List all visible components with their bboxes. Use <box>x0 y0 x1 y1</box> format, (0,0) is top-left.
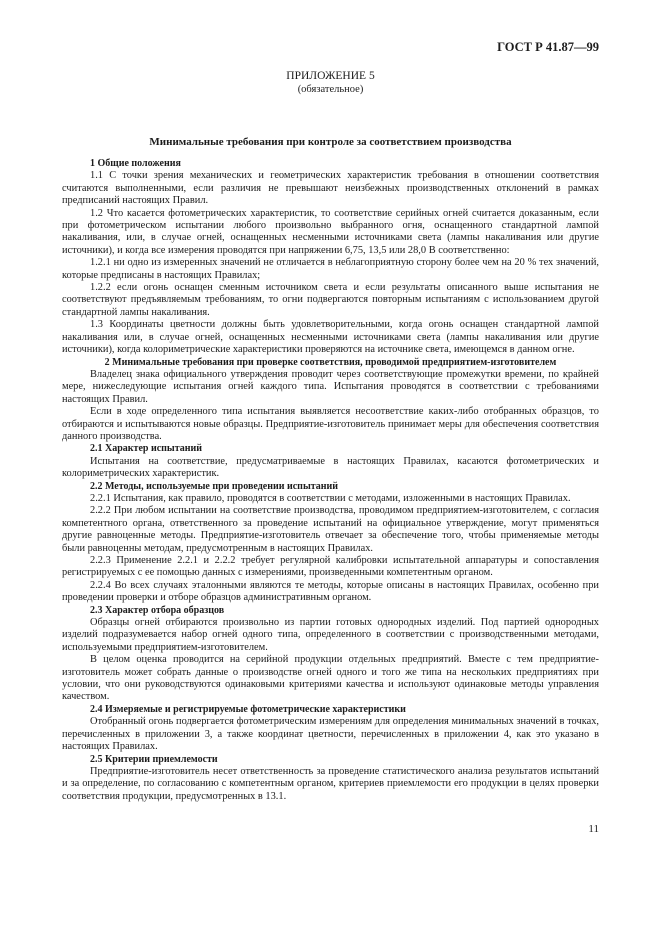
section-heading: 2.3 Характер отбора образцов <box>90 604 225 616</box>
paragraph: Отобранный огонь подвергается фотометрическим измерениям для определения минимальных значений в точках, перечисленных в приложении 3, а также координат цветности, перечисленных в приложении 4, как это указано в настоящих Правилах. <box>62 716 599 753</box>
section-heading: 2.2 Методы, используемые при проведении испытаний <box>90 480 339 492</box>
paragraph: Владелец знака официального утверждения проводит через соответствующие промежутки времени, по крайней мере, нижеследующие испытания огней каждого типа. Испытания проводятся в соответствии с требованиями настоящих Правил. <box>62 368 599 405</box>
paragraph: 1.2 Что касается фотометрических характеристик, то соответствие серийных огней считается доказанным, если при фотометрическом испытании любого произвольно выбранного огня, оснащенного стандартной лампой накаливания, или, в случае огней, оснащенных несменными источниками света (лампы накаливания или другие источники), и когда все измерения проводятся при напряжении 6,75, 13,5 или 28,0 В соответственно: <box>62 207 599 256</box>
paragraph: В целом оценка проводится на серийной продукции отдельных предприятий. Вместе с тем предприятие-изготовитель может собрать данные о производстве огней одного и того же типа на нескольких предприятиях при условии, что они руководствуются одинаковыми критериями качества и используют одинаковые методы управления качеством. <box>62 654 599 703</box>
paragraph: 1.3 Координаты цветности должны быть удовлетворительными, когда огонь оснащен стандартной лампой накаливания или, в случае огней, оснащенных несменными источниками света (лампы накаливания или другие источники), когда колориметрические характеристики проверяются на источнике света, имеющемся в данном огне. <box>62 319 599 356</box>
section-heading: 2.4 Измеряемые и регистрируемые фотометрические характеристики <box>90 703 406 715</box>
paragraph: Образцы огней отбираются произвольно из партии готовых однородных изделий. Под партией однородных изделий подразумевается набор огней одного типа, определенного в соответствии с производственными методами, используемыми предприятием-изготовителем. <box>62 617 599 653</box>
paragraph: Предприятие-изготовитель несет ответственность за проведение статистического анализа результатов испытаний и за определение, по согласованию с компетентным органом, критериев приемлемости его продукции в целях проверки соответствия продукции, предусмотренных в 13.1. <box>62 765 599 802</box>
paragraph: Если в ходе определенного типа испытания выявляется несоответствие каких-либо отобранных образцов, то отбираются и испытываются новые образцы. Предприятие-изготовитель принимает меры для обеспечения соответствия данного производства. <box>62 406 599 442</box>
paragraph: Испытания на соответствие, предусматриваемые в настоящих Правилах, касаются фотометрических и колориметрических характеристик. <box>62 455 599 480</box>
document-title: Минимальные требования при контроле за соответствием производства <box>149 136 512 148</box>
paragraph: 2.2.3 Применение 2.2.1 и 2.2.2 требует регулярной калибровки испытательной аппаратуры и сопоставления регистрируемых с ее помощью данных с измерениями, произведенными компетентным органом. <box>62 555 599 579</box>
section-heading: 1 Общие положения <box>90 158 181 169</box>
paragraph: 1.2.1 ни одно из измеренных значений не отличается в неблагоприятную сторону более чем на 20 % тех значений, которые предписаны в настоящих Правилах; <box>62 257 599 281</box>
page-number: 11 <box>588 823 599 835</box>
paragraph: 1.1 С точки зрения механических и геометрических характеристик требования в отношении соответствия считаются выполненными, если различия не превышают неизбежных производственных отклонений в рамках предписаний настоящих Правил. <box>62 170 599 207</box>
appendix-status: (обязательное) <box>297 84 364 95</box>
appendix-heading <box>0 70 661 96</box>
paragraph: 2.2.4 Во всех случаях эталонными являются те методы, которые описаны в настоящих Правилах, особенно при проведении проверки и отборе образцов административным органом. <box>62 579 599 604</box>
paragraph: 1.2.2 если огонь оснащен сменным источником света и если результаты описанного выше испытания не соответствуют предъявляемым требованиям, то огни подвергаются повторным испытаниям с использованием другой стандартной лампы накаливания. <box>62 282 599 318</box>
section-heading: 2.1 Характер испытаний <box>90 443 203 455</box>
paragraph: 2.2.2 При любом испытании на соответствие производства, проводимом предприятием-изготовителем, с согласия компетентного органа, ответственного за проведение испытаний на официальное утверждение, могут применяться другие равноценные методы. Предприятие-изготовитель отвечает за обеспечение того, чтобы применяемые методы были равноценны методам, предусмотренным в настоящих Правилах. <box>62 505 599 554</box>
document-body <box>62 158 599 803</box>
section-heading: 2.5 Критерии приемлемости <box>90 753 218 765</box>
section-heading: 2 Минимальные требования при проверке соответствия, проводимой предприятием-изготовителем <box>104 356 557 368</box>
paragraph: 2.2.1 Испытания, как правило, проводятся в соответствии с методами, изложенными в настоящих Правилах. <box>90 492 571 504</box>
standard-header: ГОСТ Р 41.87—99 <box>497 40 599 54</box>
appendix-title: ПРИЛОЖЕНИЕ 5 <box>286 70 375 82</box>
